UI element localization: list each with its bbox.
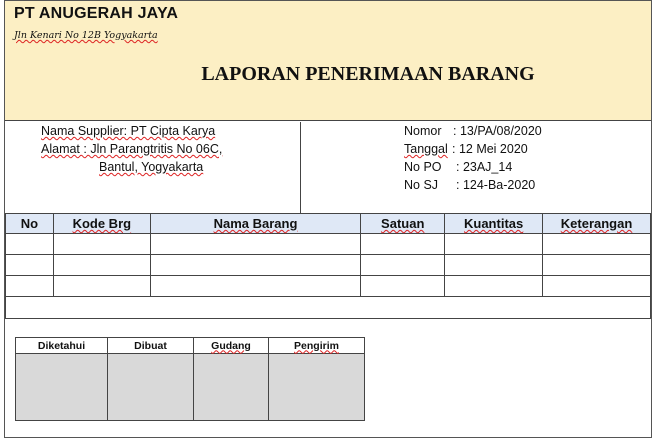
header-nama-barang: Nama Barang: [150, 214, 361, 234]
signature-box-dibuat[interactable]: [108, 354, 194, 421]
table-cell: [543, 234, 651, 255]
table-cell: [445, 255, 543, 276]
table-cell: [6, 234, 54, 255]
supplier-name-text: Nama Supplier: PT Cipta Karya: [41, 124, 216, 138]
table-cell: [150, 234, 361, 255]
table-row: [6, 255, 651, 276]
header-keterangan: Keterangan: [543, 214, 651, 234]
table-cell: [445, 276, 543, 297]
company-name: PT ANUGERAH JAYA: [14, 5, 179, 22]
table-cell: [6, 276, 54, 297]
table-cell: [361, 234, 445, 255]
supplier-name: [41, 124, 215, 138]
items-table: [5, 213, 651, 319]
table-row: [6, 276, 651, 297]
signature-box-gudang[interactable]: [194, 354, 269, 421]
table-cell: [543, 255, 651, 276]
sj-label: No SJ: [404, 178, 439, 192]
nomor-label: Nomor: [404, 124, 442, 138]
table-cell: [53, 255, 150, 276]
table-cell: [361, 276, 445, 297]
header-kuantitas: Kuantitas: [445, 214, 543, 234]
signature-header-row: [16, 338, 365, 354]
table-footer-row: [6, 297, 651, 319]
table-cell: [53, 234, 150, 255]
items-table-header-row: [6, 214, 651, 234]
header-satuan: Satuan: [361, 214, 445, 234]
sj-value: : 124-Ba-2020: [456, 178, 536, 192]
table-cell: [543, 276, 651, 297]
supplier-address-line1-text: Alamat : Jln Parangtritis No 06C,: [41, 142, 223, 156]
signature-header-pengirim: Pengirim: [269, 338, 365, 354]
po-value: : 23AJ_14: [456, 160, 513, 174]
table-cell: [445, 234, 543, 255]
receipt-report-document: [4, 0, 652, 438]
document-title: LAPORAN PENERIMAAN BARANG: [201, 63, 535, 85]
document-header: [5, 1, 651, 121]
company-address: Jln Kenari No 12B Yogyakarta: [14, 30, 158, 41]
table-cell: [150, 255, 361, 276]
table-cell: [53, 276, 150, 297]
document-info-section: [5, 122, 651, 214]
tanggal-label: Tanggal: [404, 142, 448, 156]
signature-box-pengirim[interactable]: [269, 354, 365, 421]
table-cell: [361, 255, 445, 276]
table-row: [6, 234, 651, 255]
table-cell: [6, 255, 54, 276]
tanggal-value: : 12 Mei 2020: [452, 142, 528, 156]
signature-box-row: [16, 354, 365, 421]
supplier-address-line1: [41, 142, 222, 156]
header-no: No: [6, 214, 54, 234]
nomor-value: : 13/PA/08/2020: [453, 124, 542, 138]
header-kode-brg: Kode Brg: [53, 214, 150, 234]
signature-box-diketahui[interactable]: [16, 354, 108, 421]
signature-header-diketahui: Diketahui: [16, 338, 108, 354]
supplier-address-line2-text: Bantul, Yogyakarta: [99, 160, 204, 174]
info-divider: [300, 122, 301, 214]
table-cell: [150, 276, 361, 297]
signature-header-dibuat: Dibuat: [108, 338, 194, 354]
supplier-address-line2: [99, 160, 203, 174]
signature-header-gudang: Gudang: [194, 338, 269, 354]
table-footer-cell: [6, 297, 651, 319]
signature-table: [15, 337, 365, 421]
po-label: No PO: [404, 160, 442, 174]
